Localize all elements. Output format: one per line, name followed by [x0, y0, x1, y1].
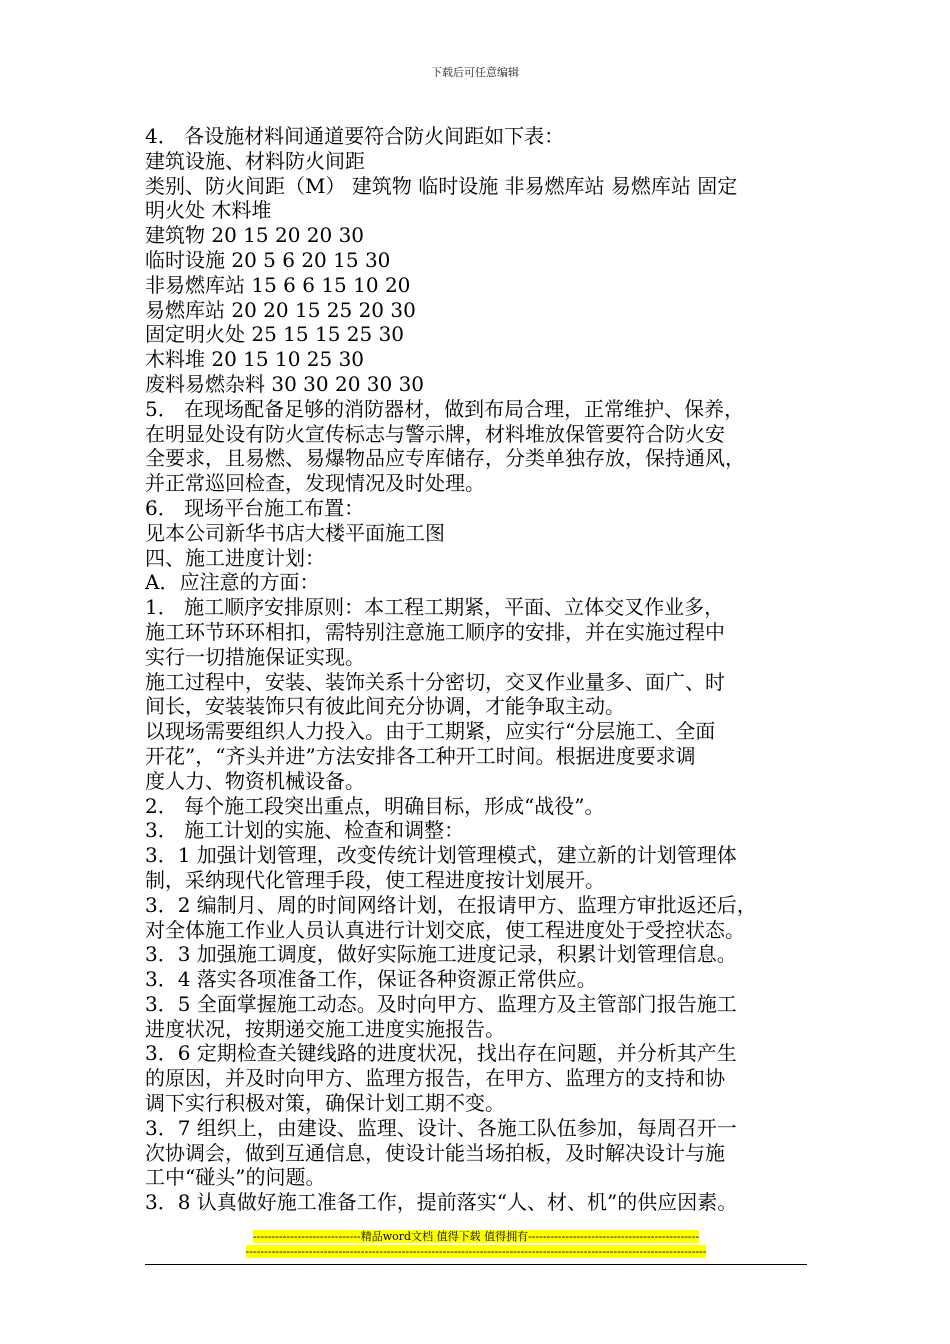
body-line: 3．7 组织上，由建设、监理、设计、各施工队伍参加，每周召开一 [145, 1115, 737, 1140]
body-line: 施工过程中，安装、装饰关系十分密切，交叉作业量多、面广、时 [145, 669, 725, 694]
footer-banner-row [145, 1229, 807, 1244]
body-line: 3．3 加强施工调度，做好实际施工进度记录，积累计划管理信息。 [145, 942, 737, 967]
body-line: 易燃库站 20 20 15 25 20 30 [145, 297, 416, 322]
body-line: 固定明火处 25 15 15 25 30 [145, 322, 405, 347]
footer-divider [145, 1264, 807, 1265]
page-header: 下载后可任意编辑 [431, 66, 519, 79]
body-line: 开花”，“齐头并进”方法安排各工种开工时间。根据进度要求调 [145, 743, 696, 768]
body-line: 5． 在现场配备足够的消防器材，做到布局合理，正常维护、保养， [145, 396, 745, 421]
body-line: 施工环节环环相扣，需特别注意施工顺序的安排，并在实施过程中 [145, 619, 725, 644]
footer-dash-row [145, 1244, 807, 1259]
body-line: 建筑物 20 15 20 20 30 [145, 223, 365, 248]
body-line: 四、施工进度计划： [145, 545, 325, 570]
body-line: 间长，安装装饰只有彼此间充分协调，才能争取主动。 [145, 694, 625, 719]
body-line: 的原因，并及时向甲方、监理方报告，在甲方、监理方的支持和协 [145, 1066, 725, 1091]
body-line: 非易燃库站 15 6 6 15 10 20 [145, 272, 411, 297]
body-line: 类别、防火间距（M） 建筑物 临时设施 非易燃库站 易燃库站 固定 [145, 173, 738, 198]
body-line: 2． 每个施工段突出重点，明确目标，形成“战役”。 [145, 793, 605, 818]
body-line: 工中“碰头”的问题。 [145, 1165, 326, 1190]
body-line: 3．4 落实各项准备工作，保证各种资源正常供应。 [145, 967, 597, 992]
body-line: A．应注意的方面： [145, 570, 320, 595]
body-line: 以现场需要组织人力投入。由于工期紧，应实行“分层施工、全面 [145, 719, 716, 744]
body-line: 建筑设施、材料防火间距 [145, 148, 365, 173]
body-line: 次协调会，做到互通信息，使设计能当场拍板，及时解决设计与施 [145, 1140, 725, 1165]
body-line: 对全体施工作业人员认真进行计划交底，使工程进度处于受控状态。 [145, 917, 745, 942]
body-line: 1． 施工顺序安排原则：本工程工期紧，平面、立体交叉作业多， [145, 595, 725, 620]
page-footer [145, 1229, 807, 1265]
body-line: 调下实行积极对策，确保计划工期不变。 [145, 1091, 505, 1116]
body-line: 3．6 定期检查关键线路的进度状况，找出存在问题，并分析其产生 [145, 1041, 737, 1066]
body-line: 3．5 全面掌握施工动态。及时向甲方、监理方及主管部门报告施工 [145, 991, 737, 1016]
body-line: 3．2 编制月、周的时间网络计划，在报请甲方、监理方审批返还后， [145, 892, 757, 917]
document-body [145, 124, 815, 1215]
body-line: 进度状况，按期递交施工进度实施报告。 [145, 1016, 505, 1041]
body-line: 见本公司新华书店大楼平面施工图 [145, 520, 445, 545]
body-line: 3．1 加强计划管理，改变传统计划管理模式，建立新的计划管理体 [145, 843, 737, 868]
body-line: 全要求，且易燃、易爆物品应专库储存，分类单独存放，保持通风， [145, 446, 745, 471]
footer-dash-text: ---------------------------------------------------------------------------------------------------------------------------- [245, 1245, 707, 1258]
body-line: 临时设施 20 5 6 20 15 30 [145, 247, 391, 272]
body-line: 并正常巡回检查，发现情况及时处理。 [145, 471, 485, 496]
body-line: 4． 各设施材料间通道要符合防火间距如下表： [145, 124, 565, 148]
body-line: 木料堆 20 15 10 25 30 [145, 347, 365, 372]
footer-banner-text: -----------------------------精品word文档 值得下载 值得拥有---------------------------------------------- [252, 1230, 700, 1243]
body-line: 度人力、物资机械设备。 [145, 768, 365, 793]
body-line: 3．8 认真做好施工准备工作，提前落实“人、材、机”的供应因素。 [145, 1190, 738, 1215]
body-line: 6． 现场平台施工布置： [145, 495, 365, 520]
body-line: 废料易燃杂料 30 30 20 30 30 [145, 371, 425, 396]
body-line: 实行一切措施保证实现。 [145, 644, 365, 669]
body-line: 3． 施工计划的实施、检查和调整： [145, 818, 465, 843]
body-line: 在明显处设有防火宣传标志与警示牌，材料堆放保管要符合防火安 [145, 421, 725, 446]
body-line: 明火处 木料堆 [145, 198, 272, 223]
body-line: 制，采纳现代化管理手段，使工程进度按计划展开。 [145, 867, 605, 892]
